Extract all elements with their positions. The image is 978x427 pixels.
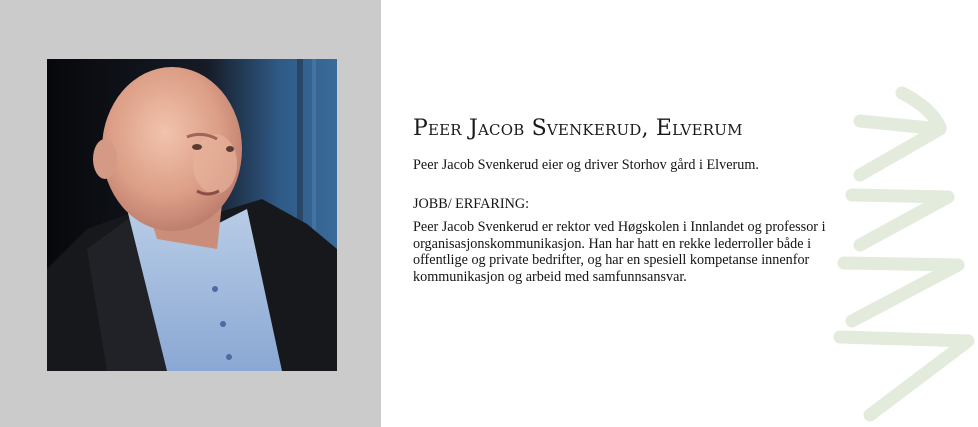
page-title: Peer Jacob Svenkerud, Elverum xyxy=(413,116,743,141)
left-panel xyxy=(0,0,381,427)
tree-ornament-icon xyxy=(830,85,978,427)
experience-text: Peer Jacob Svenkerud er rektor ved Høgskolen i Innlandet og professor i organisasjonskommunikasjon. Han har hatt en rekke lederroller både i offentlige og private bedrifter, og har en spesiell kompetanse innenfor kommunikasjon og arbeid med samfunnsansvar. xyxy=(413,219,826,285)
intro-text: Peer Jacob Svenkerud eier og driver Storhov gård i Elverum. xyxy=(413,157,759,173)
experience-label: JOBB/ ERFARING: xyxy=(413,196,530,212)
portrait-photo xyxy=(47,59,337,371)
profile-content xyxy=(413,116,843,285)
